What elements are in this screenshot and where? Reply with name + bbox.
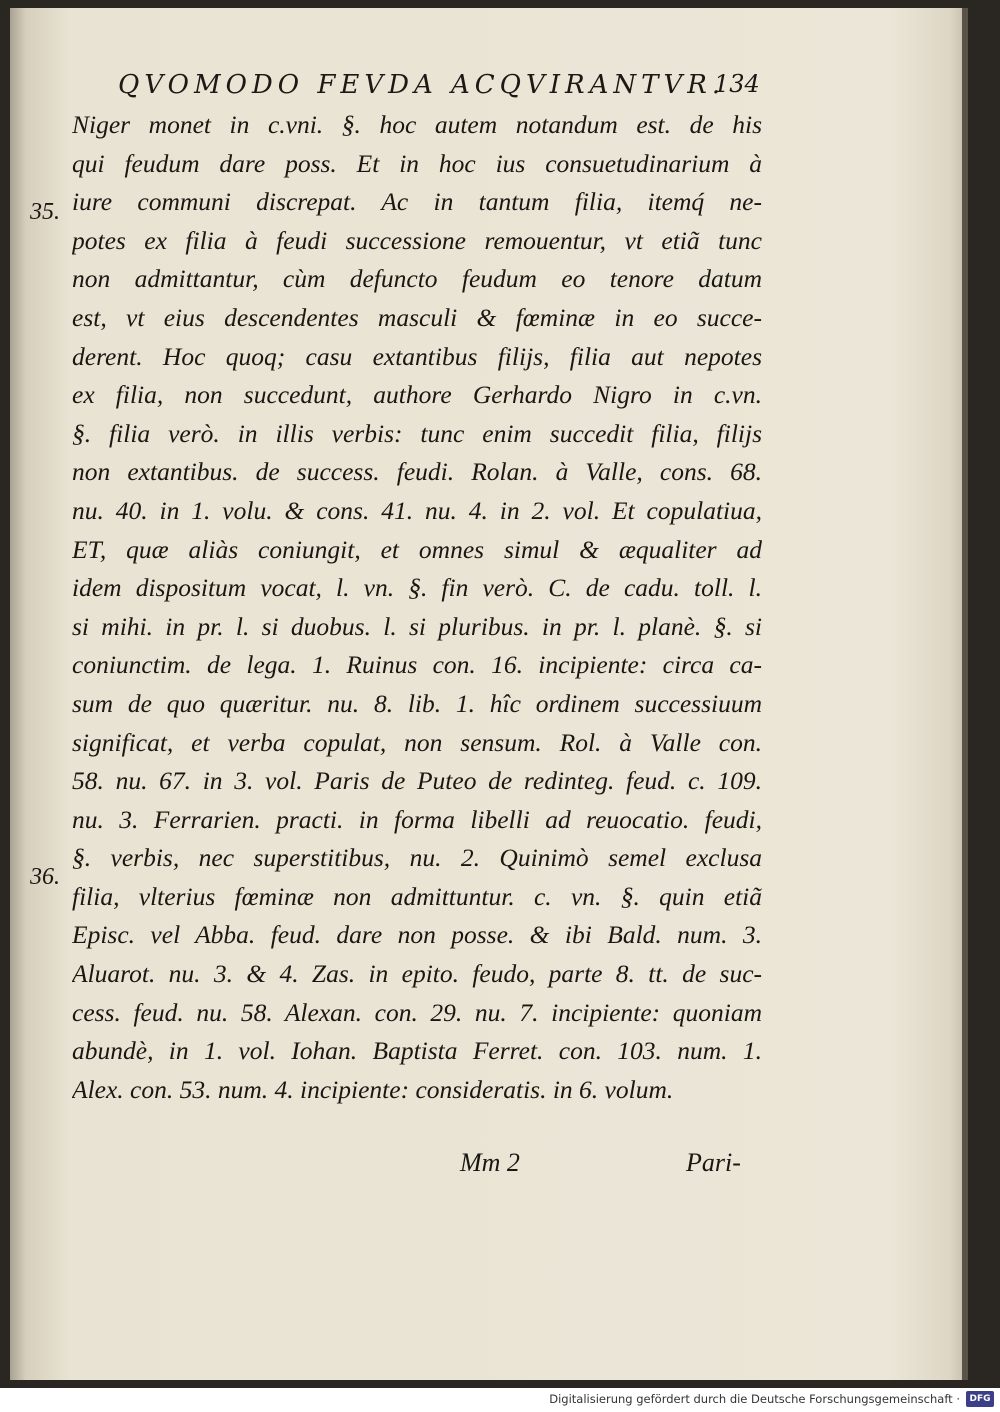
marginal-number: 36.: [30, 864, 60, 890]
text-line: iure communi discrepat. Ac in tantum filia, itemq́ ne-: [72, 187, 762, 217]
text-line: Aluarot. nu. 3. & 4. Zas. in epito. feudo, parte 8. tt. de suc-: [72, 959, 762, 989]
text-line: significat, et verba copulat, non sensum. Rol. à Valle con.: [72, 727, 762, 757]
signature-mark: Mm 2: [460, 1148, 520, 1177]
text-line: ET, quæ aliàs coniungit, et omnes simul & æqualiter ad: [72, 534, 762, 564]
text-line: nu. 3. Ferrarien. practi. in forma libelli ad reuocatio. feudi,: [72, 804, 762, 834]
text-line: Niger monet in c.vni. §. hoc autem notandum est. de his: [72, 110, 762, 139]
text-line: §. filia verò. in illis verbis: tunc enim succedit filia, filijs: [72, 418, 762, 448]
text-line: est, vt eius descendentes masculi & fœminæ in eo succe-: [72, 302, 762, 332]
text-line: non extantibus. de success. feudi. Rolan. à Valle, cons. 68.: [72, 457, 762, 487]
text-line: abundè, in 1. vol. Iohan. Baptista Ferret. con. 103. num. 1.: [72, 1036, 762, 1066]
text-line: Episc. vel Abba. feud. dare non posse. & ibi Bald. num. 3.: [72, 920, 762, 950]
text-line: Alex. con. 53. num. 4. incipiente: consideratis. in 6. volum.: [72, 1074, 674, 1104]
text-line: coniunctim. de lega. 1. Ruinus con. 16. incipiente: circa ca-: [72, 650, 762, 680]
text-line: §. verbis, nec superstitibus, nu. 2. Quinimò semel exclusa: [72, 843, 762, 873]
text-line: potes ex filia à feudi successione remouentur, vt etiã tunc: [72, 225, 762, 255]
body-text: [72, 106, 762, 1109]
page-edge: [962, 8, 968, 1380]
credit-bar: [0, 1388, 1000, 1412]
text-line: idem dispositum vocat, l. vn. §. fin verò. C. de cadu. toll. l.: [72, 573, 762, 603]
credit-text: Digitalisierung gefördert durch die Deutsche Forschungsgemeinschaft ·: [549, 1392, 960, 1406]
dfg-logo: DFG: [966, 1391, 994, 1407]
text-line: ex filia, non succedunt, authore Gerhardo Nigro in c.vn.: [72, 380, 762, 410]
text-line: cess. feud. nu. 58. Alexan. con. 29. nu. 7. incipiente: quoniam: [72, 997, 762, 1027]
text-line: qui feudum dare poss. Et in hoc ius consuetudinarium à: [72, 148, 762, 178]
text-line: nu. 40. in 1. volu. & cons. 41. nu. 4. in 2. vol. Et copulatiua,: [72, 495, 762, 525]
catchword: Pari-: [686, 1148, 741, 1177]
text-line: si mihi. in pr. l. si duobus. l. si pluribus. in pr. l. planè. §. si: [72, 611, 762, 641]
text-line: non admittantur, cùm defuncto feudum eo tenore datum: [72, 264, 762, 294]
text-line: derent. Hoc quoq; casu extantibus filijs, filia aut nepotes: [72, 341, 762, 371]
text-line: sum de quo quæritur. nu. 8. lib. 1. hîc ordinem successiuum: [72, 688, 762, 718]
marginal-number: 35.: [30, 199, 60, 225]
running-header: [118, 70, 758, 110]
text-line: filia, vlterius fœminæ non admittuntur. c. vn. §. quin etiã: [72, 881, 762, 911]
folio-number: 134: [714, 70, 760, 98]
running-title: QVOMODO FEVDA ACQVIRANTVR.: [118, 70, 726, 100]
text-line: 58. nu. 67. in 3. vol. Paris de Puteo de redinteg. feud. c. 109.: [72, 766, 762, 796]
